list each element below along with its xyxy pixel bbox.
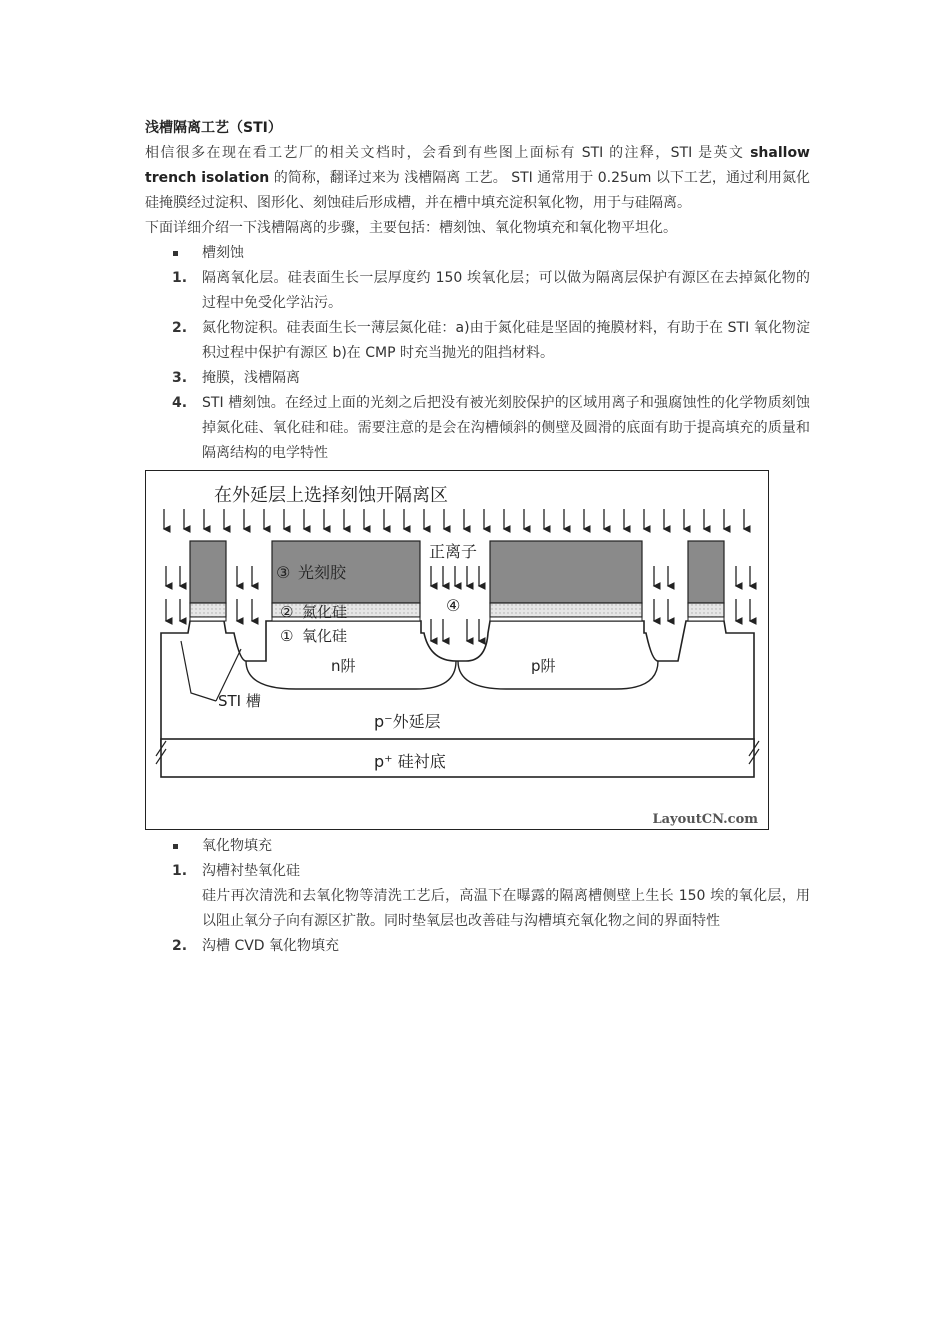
bullet-heading-fill: 氧化物填充: [145, 834, 810, 859]
bullet-list-2: [145, 834, 810, 859]
list-item: [145, 366, 810, 391]
far-right-stack: [688, 541, 724, 621]
substrate: [161, 739, 754, 777]
steps-overview: 下面详细介绍一下浅槽隔离的步骤，主要包括：槽刻蚀、氧化物填充和氧化物平坦化。: [145, 220, 677, 236]
watermark: LayoutCN.com: [652, 812, 758, 827]
substrate-label: p⁺ 硅衬底: [374, 752, 446, 771]
diagram-title: 在外延层上选择刻蚀开隔离区: [214, 485, 448, 506]
fill-steps-list: [145, 859, 810, 959]
intro-text-2: 的简称，翻译过来为 浅槽隔离 工艺。 STI 通常用于 0.25um 以下工艺，通过利用氮化硅掩膜经过淀积、图形化、刻蚀硅后形成槽，并在槽中填充淀积氧化物，用于与硅隔离。: [145, 170, 810, 211]
photoresist-label: 光刻胶: [298, 563, 347, 582]
oxide-label: 氧化硅: [302, 627, 348, 645]
item-text: 沟槽衬垫氧化硅: [202, 863, 300, 879]
document-body: [145, 116, 810, 959]
intro-paragraph: [145, 141, 810, 216]
positive-ions-label: 正离子: [429, 542, 478, 561]
list-item: [145, 316, 810, 366]
intro-english-term: shallow trench isolation: [145, 145, 810, 186]
item-text: 隔离氧化层。硅表面生长一层厚度约 150 埃氧化层；可以做为隔离层保护有源区在去掉氮化物的过程中免受化学沾污。: [202, 270, 810, 311]
item-detail: 硅片再次清洗和去氧化物等清洗工艺后，高温下在曝露的隔离槽侧壁上生长 150 埃的氧化层，用以阻止氧分子向有源区扩散。同时垫氧层也改善硅与沟槽填充氧化物之间的界面特性: [202, 888, 810, 929]
bullet-list: [145, 241, 810, 266]
item-number: 4.: [172, 395, 188, 411]
list-item: [145, 266, 810, 316]
item-number: 2.: [172, 320, 188, 336]
marker-4: ④: [446, 596, 461, 615]
item-number: 2.: [172, 938, 188, 954]
marker-3: ③: [276, 563, 291, 582]
list-item: [145, 934, 810, 959]
sti-trench-label: STI 槽: [218, 692, 261, 710]
item-text: 沟槽 CVD 氧化物填充: [202, 938, 340, 954]
item-text: 掩膜，浅槽隔离: [202, 370, 300, 386]
list-item: [145, 391, 810, 466]
epitaxial-layer: [161, 621, 754, 746]
left-stack: [190, 541, 226, 621]
item-number: 1.: [172, 270, 188, 286]
etch-steps-list: [145, 266, 810, 466]
item-text: 氮化物淀积。硅表面生长一薄层氮化硅：a)由于氮化硅是坚固的掩膜材料，有助于在 STI 氧化物淀积过程中保护有源区 b)在 CMP 时充当抛光的阻挡材料。: [202, 320, 810, 361]
section-title: 浅槽隔离工艺（STI）: [145, 120, 282, 136]
right-stack: [490, 541, 642, 621]
list-item: [145, 859, 810, 934]
item-number: 3.: [172, 370, 188, 386]
item-text: STI 槽刻蚀。在经过上面的光刻之后把没有被光刻胶保护的区域用离子和强腐蚀性的化学物质刻蚀掉氮化硅、氧化硅和硅。需要注意的是会在沟槽倾斜的侧壁及圆滑的底面有助于提高填充的质量和隔离结构的电学特性: [202, 395, 810, 461]
bullet-heading-etch: 槽刻蚀: [145, 241, 810, 266]
p-well-label: p阱: [531, 657, 556, 675]
ion-arrows-top: [164, 509, 744, 529]
marker-1: ①: [280, 627, 294, 645]
intro-text-1: 相信很多在现在看工艺厂的相关文档时，会看到有些图上面标有 STI 的注释，STI 是英文: [145, 145, 751, 161]
sti-diagram: [145, 470, 769, 830]
marker-2: ②: [280, 603, 294, 621]
n-well-label: n阱: [331, 657, 356, 675]
item-number: 1.: [172, 863, 188, 879]
nitride-label: 氮化硅: [302, 603, 348, 621]
epitaxial-layer-label: p⁻外延层: [374, 712, 441, 731]
